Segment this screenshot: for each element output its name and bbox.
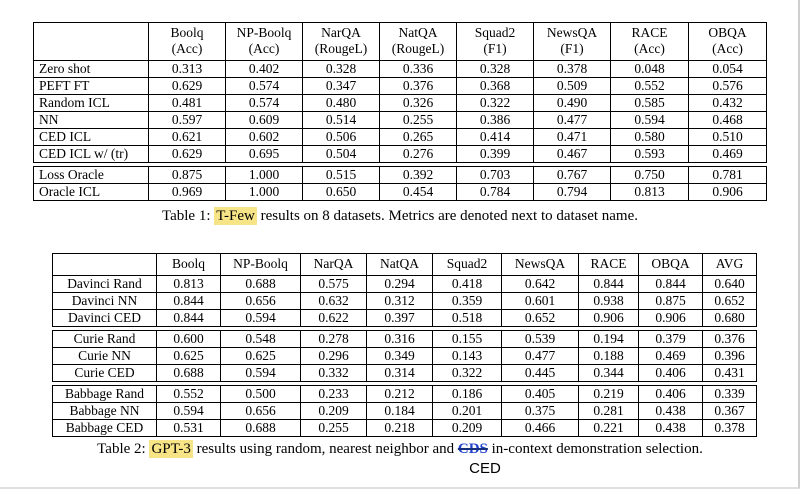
data-cell: 0.688 [221,420,301,437]
table2-section-3 [52,385,757,437]
data-cell: 0.594 [221,365,301,382]
row-label: Babbage CED [53,420,157,437]
data-cell: 0.278 [301,331,367,348]
data-cell: 0.481 [149,95,226,112]
data-cell: 0.143 [433,348,502,365]
row-label: Curie NN [53,348,157,365]
data-cell: 0.625 [157,348,221,365]
row-label: Curie Rand [53,331,157,348]
caption-2-suffix: in-context demonstration selection. [487,441,703,457]
data-cell: 0.585 [611,95,689,112]
data-cell: 0.048 [611,61,689,78]
data-cell: 0.750 [611,167,689,184]
data-cell: 0.477 [502,348,579,365]
data-cell: 0.506 [303,129,380,146]
data-cell: 0.602 [226,129,303,146]
data-cell: 0.688 [157,365,221,382]
data-cell: 0.844 [579,276,639,293]
column-header [534,23,611,61]
table-row [34,167,767,184]
column-header: NP-Boolq [221,254,301,276]
data-cell: 0.500 [221,386,301,403]
data-cell: 0.906 [689,184,767,201]
data-cell: 0.392 [380,167,457,184]
data-cell: 0.376 [703,331,757,348]
caption-2-prefix: Table 2: [97,441,150,457]
column-header [226,23,303,61]
data-cell: 0.594 [157,403,221,420]
data-cell: 0.938 [579,293,639,310]
data-cell: 0.784 [457,184,534,201]
data-cell: 0.594 [221,310,301,327]
data-cell: 0.625 [221,348,301,365]
column-header: NarQA [301,254,367,276]
caption-2-correction: CED [469,460,501,477]
data-cell: 0.316 [367,331,433,348]
data-cell: 0.515 [303,167,380,184]
data-cell: 0.844 [639,276,703,293]
data-cell: 0.378 [534,61,611,78]
data-cell: 0.255 [301,420,367,437]
corner-cell [53,254,157,276]
data-cell: 0.609 [226,112,303,129]
column-header-line: Squad2 [474,25,516,40]
row-label: Oracle ICL [34,184,149,201]
data-cell: 0.844 [157,310,221,327]
data-cell: 0.632 [301,293,367,310]
data-cell: 0.276 [380,146,457,163]
table-2-caption [0,440,800,458]
caption-1-suffix: results on 8 datasets. Metrics are denoted next to dataset name. [256,208,639,224]
data-cell: 0.468 [689,112,767,129]
corner-cell [34,23,149,61]
column-header-line: (Acc) [634,41,665,56]
data-cell: 0.531 [157,420,221,437]
data-cell: 0.652 [703,293,757,310]
column-header-line: NarQA [321,25,361,40]
table1-section-2 [33,166,767,201]
data-cell: 0.703 [457,167,534,184]
column-header-line: RACE [631,25,668,40]
data-cell: 0.418 [433,276,502,293]
table-row [53,348,757,365]
data-cell: 0.445 [502,365,579,382]
data-cell: 0.322 [433,365,502,382]
data-cell: 0.514 [303,112,380,129]
column-header-line: (F1) [560,41,584,56]
data-cell: 0.431 [703,365,757,382]
data-cell: 0.469 [639,348,703,365]
data-cell: 0.281 [579,403,639,420]
table-row [53,386,757,403]
column-header-line: (F1) [483,41,507,56]
data-cell: 0.601 [502,293,579,310]
row-label: Davinci CED [53,310,157,327]
data-cell: 0.467 [534,146,611,163]
data-cell: 0.629 [149,146,226,163]
table-row [34,129,767,146]
table-row [34,95,767,112]
data-cell: 0.652 [502,310,579,327]
data-cell: 0.906 [639,310,703,327]
data-cell: 0.656 [221,293,301,310]
data-cell: 0.414 [457,129,534,146]
data-cell: 0.265 [380,129,457,146]
row-label: Davinci NN [53,293,157,310]
column-header: AVG [703,254,757,276]
caption-2-struck-word: CDS [457,441,488,457]
data-cell: 0.794 [534,184,611,201]
data-cell: 0.209 [301,403,367,420]
table-row [53,403,757,420]
data-cell: 0.813 [611,184,689,201]
row-label: CED ICL [34,129,149,146]
data-cell: 0.402 [226,61,303,78]
table-row [53,276,757,293]
table-row [53,420,757,437]
table-row [34,146,767,163]
data-cell: 0.376 [380,78,457,95]
data-cell: 0.695 [226,146,303,163]
data-cell: 0.454 [380,184,457,201]
data-cell: 0.509 [534,78,611,95]
header-row [34,23,767,61]
data-cell: 0.218 [367,420,433,437]
data-cell: 0.844 [157,293,221,310]
data-cell: 0.504 [303,146,380,163]
data-cell: 0.326 [380,95,457,112]
row-label: Davinci Rand [53,276,157,293]
table2-section-1 [52,253,757,327]
data-cell: 0.367 [703,403,757,420]
data-cell: 0.552 [611,78,689,95]
data-cell: 0.576 [689,78,767,95]
table-1 [33,22,766,204]
data-cell: 0.188 [579,348,639,365]
data-cell: 0.209 [433,420,502,437]
data-cell: 0.650 [303,184,380,201]
row-label: NN [34,112,149,129]
data-cell: 0.328 [303,61,380,78]
data-cell: 0.344 [579,365,639,382]
column-header: OBQA [639,254,703,276]
header-row [53,254,757,276]
column-header [457,23,534,61]
column-header-line: NewsQA [546,25,598,40]
data-cell: 0.680 [703,310,757,327]
data-cell: 0.339 [703,386,757,403]
row-label: Babbage Rand [53,386,157,403]
data-cell: 0.313 [149,61,226,78]
data-cell: 0.552 [157,386,221,403]
column-header: Boolq [157,254,221,276]
data-cell: 0.574 [226,78,303,95]
data-cell: 0.328 [457,61,534,78]
table-row [34,112,767,129]
caption-1-prefix: Table 1: [161,208,215,224]
data-cell: 0.469 [689,146,767,163]
data-cell: 0.813 [157,276,221,293]
data-cell: 0.397 [367,310,433,327]
column-header-line: (RougeL) [314,41,368,56]
column-header-line: (Acc) [171,41,203,56]
data-cell: 0.781 [689,167,767,184]
data-cell: 0.593 [611,146,689,163]
table2-section-2 [52,330,757,382]
data-cell: 0.875 [149,167,226,184]
data-cell: 0.969 [149,184,226,201]
data-cell: 0.688 [221,276,301,293]
table-row [53,310,757,327]
column-header: NewsQA [502,254,579,276]
data-cell: 0.906 [579,310,639,327]
data-cell: 0.399 [457,146,534,163]
data-cell: 0.574 [226,95,303,112]
data-cell: 0.386 [457,112,534,129]
data-cell: 0.477 [534,112,611,129]
data-cell: 0.597 [149,112,226,129]
column-header: Squad2 [433,254,502,276]
data-cell: 0.405 [502,386,579,403]
data-cell: 0.621 [149,129,226,146]
column-header-line: NatQA [398,25,438,40]
data-cell: 0.466 [502,420,579,437]
table-row [53,365,757,382]
data-cell: 0.518 [433,310,502,327]
row-label: Zero shot [34,61,149,78]
data-cell: 0.219 [579,386,639,403]
data-cell: 0.184 [367,403,433,420]
data-cell: 0.580 [611,129,689,146]
data-cell: 0.312 [367,293,433,310]
table1-section-1 [33,22,767,163]
data-cell: 0.379 [639,331,703,348]
data-cell: 0.255 [380,112,457,129]
column-header: NatQA [367,254,433,276]
data-cell: 0.212 [367,386,433,403]
row-label: Random ICL [34,95,149,112]
data-cell: 0.294 [367,276,433,293]
data-cell: 0.480 [303,95,380,112]
caption-2-mid: results using random, nearest neighbor and [192,441,458,457]
data-cell: 0.594 [611,112,689,129]
data-cell: 0.378 [703,420,757,437]
data-cell: 0.336 [380,61,457,78]
data-cell: 0.548 [221,331,301,348]
data-cell: 0.438 [639,420,703,437]
data-cell: 0.510 [689,129,767,146]
column-header-line: (Acc) [712,41,743,56]
data-cell: 0.368 [457,78,534,95]
data-cell: 0.201 [433,403,502,420]
table-row [34,78,767,95]
data-cell: 0.155 [433,331,502,348]
data-cell: 0.322 [457,95,534,112]
caption-1-highlight: T-Few [216,208,255,224]
column-header-line: Boolq [170,25,204,40]
data-cell: 0.640 [703,276,757,293]
data-cell: 0.642 [502,276,579,293]
data-cell: 0.054 [689,61,767,78]
data-cell: 0.406 [639,386,703,403]
column-header [149,23,226,61]
data-cell: 0.767 [534,167,611,184]
data-cell: 0.375 [502,403,579,420]
data-cell: 0.471 [534,129,611,146]
column-header-line: (Acc) [248,41,280,56]
row-label: CED ICL w/ (tr) [34,146,149,163]
column-header [303,23,380,61]
table-row [53,293,757,310]
data-cell: 0.406 [639,365,703,382]
data-cell: 0.875 [639,293,703,310]
data-cell: 0.622 [301,310,367,327]
row-label: Babbage NN [53,403,157,420]
column-header-line: (RougeL) [391,41,445,56]
caption-2-highlight: GPT-3 [151,441,191,457]
data-cell: 0.432 [689,95,767,112]
data-cell: 0.438 [639,403,703,420]
column-header [689,23,767,61]
data-cell: 0.233 [301,386,367,403]
column-header-line: NP-Boolq [236,25,292,40]
table-row [34,61,767,78]
data-cell: 0.349 [367,348,433,365]
table-1-caption [0,207,800,225]
data-cell: 0.296 [301,348,367,365]
data-cell: 0.575 [301,276,367,293]
data-cell: 0.332 [301,365,367,382]
column-header [380,23,457,61]
data-cell: 0.186 [433,386,502,403]
data-cell: 0.314 [367,365,433,382]
data-cell: 0.656 [221,403,301,420]
data-cell: 1.000 [226,167,303,184]
column-header [611,23,689,61]
column-header: RACE [579,254,639,276]
row-label: Curie CED [53,365,157,382]
data-cell: 0.347 [303,78,380,95]
row-label: PEFT FT [34,78,149,95]
data-cell: 0.629 [149,78,226,95]
data-cell: 1.000 [226,184,303,201]
data-cell: 0.194 [579,331,639,348]
table-2 [52,253,756,440]
table-row [53,331,757,348]
data-cell: 0.539 [502,331,579,348]
data-cell: 0.600 [157,331,221,348]
table-row [34,184,767,201]
data-cell: 0.396 [703,348,757,365]
row-label: Loss Oracle [34,167,149,184]
column-header-line: OBQA [708,25,747,40]
data-cell: 0.359 [433,293,502,310]
data-cell: 0.490 [534,95,611,112]
data-cell: 0.221 [579,420,639,437]
